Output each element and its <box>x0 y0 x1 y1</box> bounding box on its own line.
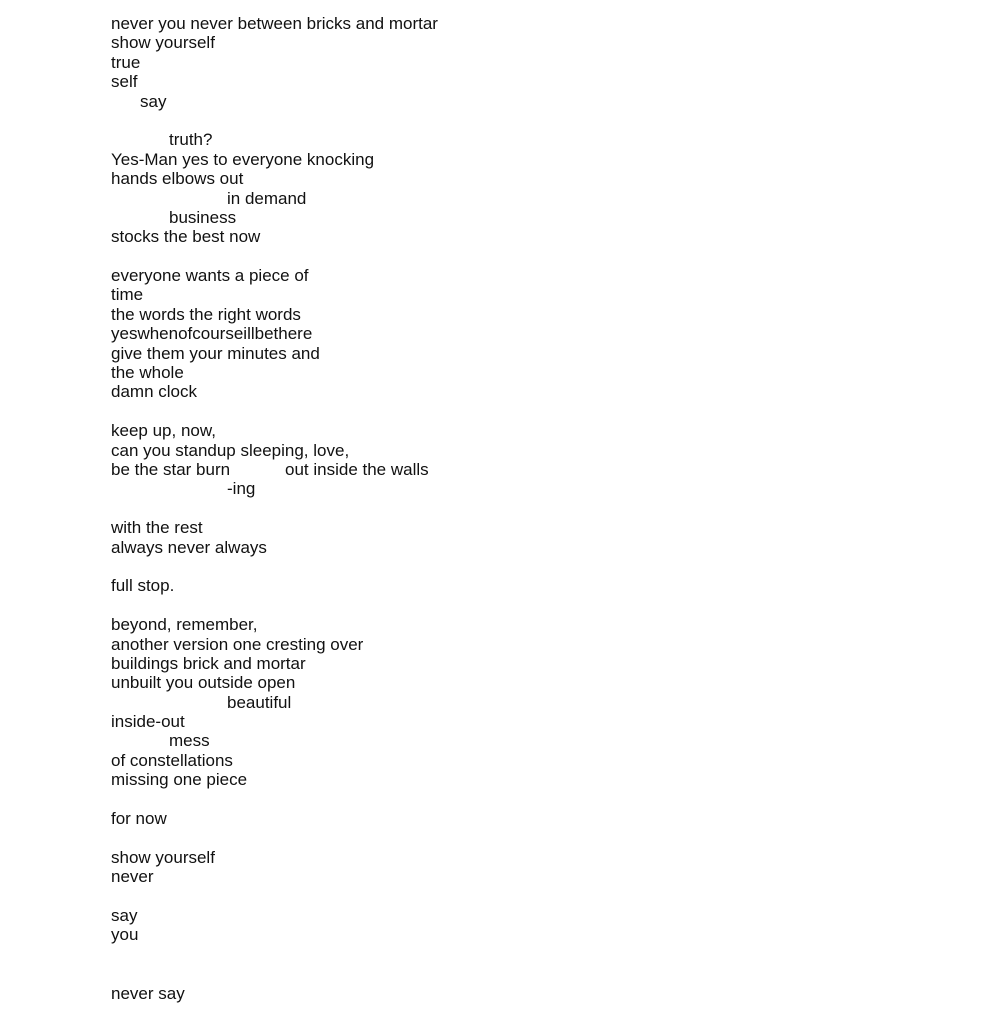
poem-line: can you standup sleeping, love, <box>111 440 350 460</box>
poem-line: of constellations <box>111 750 233 770</box>
poem-line: stocks the best now <box>111 227 261 247</box>
poem-line: missing one piece <box>111 770 248 790</box>
stanza-break <box>111 247 438 266</box>
stanza-break <box>111 557 438 576</box>
stanza-break <box>111 828 438 847</box>
poem-line: buildings brick and mortar <box>111 653 306 673</box>
poem-line: damn clock <box>111 382 197 402</box>
poem-line: never you never between bricks and mortar <box>111 14 438 33</box>
poem-line: -ing <box>227 479 256 499</box>
poem-body <box>111 14 438 1003</box>
stanza-break <box>111 945 438 984</box>
poem-line: the whole <box>111 363 184 383</box>
stanza-break <box>111 790 438 809</box>
poem-line: the words the right words <box>111 304 301 324</box>
poem-line: another version one cresting over <box>111 634 364 654</box>
poem-fragment: be the star burn <box>111 459 231 479</box>
poem-line: truth? <box>169 130 213 150</box>
poem-line: Yes-Man yes to everyone knocking <box>111 149 375 169</box>
stanza-break <box>111 499 438 518</box>
poem-line: inside-out <box>111 712 185 732</box>
poem-line: for now <box>111 809 167 829</box>
stanza-break <box>111 111 438 130</box>
poem-line: true <box>111 52 141 72</box>
poem-line: unbuilt you outside open <box>111 673 296 693</box>
poem-line: in demand <box>227 188 307 208</box>
poem-line: never say <box>111 983 185 1003</box>
poem-line: self <box>111 72 138 92</box>
poem-line: show yourself <box>111 33 215 53</box>
poem-line-split <box>111 460 438 479</box>
stanza-break <box>111 887 438 906</box>
poem-line: you <box>111 925 139 945</box>
poem-line: full stop. <box>111 576 175 596</box>
stanza-break <box>111 596 438 615</box>
poem-fragment: out inside the walls <box>285 459 429 479</box>
poem-line: mess <box>169 731 210 751</box>
poem-line: keep up, now, <box>111 421 216 441</box>
poem-line: time <box>111 285 144 305</box>
poem-line: everyone wants a piece of <box>111 266 309 286</box>
poem-line: say <box>111 905 138 925</box>
poem-line: yeswhenofcourseillbethere <box>111 324 313 344</box>
poem-line: give them your minutes and <box>111 343 320 363</box>
poem-line: with the rest <box>111 518 203 538</box>
poem-line: business <box>169 207 237 227</box>
poem-line: beautiful <box>227 692 292 712</box>
poem-line: always never always <box>111 537 267 557</box>
stanza-break <box>111 402 438 421</box>
poem-line: never <box>111 867 154 887</box>
poem-line: hands elbows out <box>111 169 244 189</box>
poem-line: show yourself <box>111 847 215 867</box>
poem-line: beyond, remember, <box>111 615 258 635</box>
poem-line: say <box>140 91 167 111</box>
